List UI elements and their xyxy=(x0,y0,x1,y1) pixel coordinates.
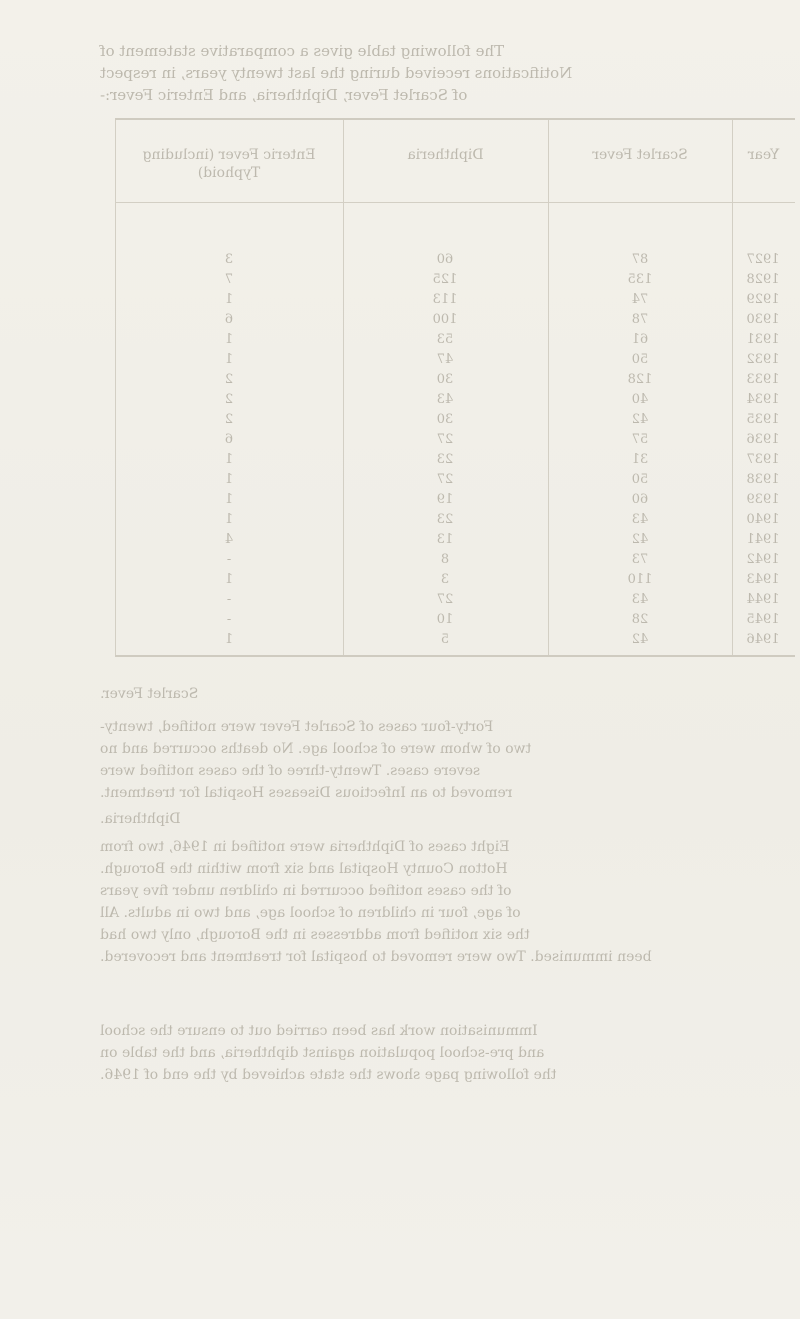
table-cell-diphtheria: 10 xyxy=(436,612,454,627)
table-cell-diphtheria: 13 xyxy=(436,532,454,547)
table-cell-diphtheria: 5 xyxy=(440,632,450,647)
table-cell-diphtheria: 47 xyxy=(436,352,454,367)
table-cell-scarlet-fever: 87 xyxy=(631,252,649,267)
table-cell-diphtheria: 8 xyxy=(440,552,450,567)
table-cell-enteric-fever: 1 xyxy=(224,292,234,307)
table-cell-diphtheria: 100 xyxy=(432,312,458,327)
table-cell-enteric-fever: 1 xyxy=(224,332,234,347)
diphtheria-title: Diphtheria. xyxy=(100,811,181,827)
diphtheria-paragraph: Eight cases of Diphtheria were notified in 1946, two from Hotton County Hospital and six from within the Borough. of the cases notified occurred in children under five years of age, four in children of school age, and two in adults. All the six notified from addresses in the Borough, only two had been immunised. Two were removed to hospital for treatment and recovered. xyxy=(100,839,652,965)
table-cell-enteric-fever: 6 xyxy=(224,312,234,327)
table-cell-scarlet-fever: 42 xyxy=(631,412,649,427)
table-cell-enteric-fever: 7 xyxy=(224,272,234,287)
column-header-scarlet: Scarlet Fever xyxy=(592,147,688,163)
table-cell-year: 1935 xyxy=(746,412,780,427)
table-cell-scarlet-fever: 60 xyxy=(631,492,649,507)
heading xyxy=(100,40,790,106)
table-cell-year: 1937 xyxy=(746,452,780,467)
table-cell-enteric-fever: 1 xyxy=(224,492,234,507)
table-cell-diphtheria: 60 xyxy=(436,252,454,267)
column-header-year: Year xyxy=(747,147,780,163)
table-cell-year: 1940 xyxy=(746,512,780,527)
table-cell-scarlet-fever: 135 xyxy=(627,272,653,287)
table-cell-scarlet-fever: 40 xyxy=(631,392,649,407)
table-cell-diphtheria: 23 xyxy=(436,512,454,527)
table-cell-year: 1933 xyxy=(746,372,780,387)
table-cell-year: 1941 xyxy=(746,532,780,547)
table-cell-scarlet-fever: 28 xyxy=(631,612,649,627)
table-cell-scarlet-fever: 110 xyxy=(627,572,653,587)
table-cell-scarlet-fever: 73 xyxy=(631,552,649,567)
table-cell-diphtheria: 27 xyxy=(436,592,454,607)
table-cell-enteric-fever: 1 xyxy=(224,632,234,647)
table-cell-year: 1929 xyxy=(746,292,780,307)
table-cell-enteric-fever: 4 xyxy=(224,532,234,547)
table-cell-diphtheria: 3 xyxy=(440,572,450,587)
table-cell-diphtheria: 43 xyxy=(436,392,454,407)
table-cell-diphtheria: 125 xyxy=(432,272,458,287)
table-cell-year: 1930 xyxy=(746,312,780,327)
table-cell-year: 1945 xyxy=(746,612,780,627)
table-cell-enteric-fever: 1 xyxy=(224,352,234,367)
table-cell-scarlet-fever: 50 xyxy=(631,472,649,487)
table-cell-enteric-fever: - xyxy=(226,592,232,607)
table-cell-year: 1931 xyxy=(746,332,780,347)
table-cell-diphtheria: 30 xyxy=(436,412,454,427)
column-header-diphtheria: Diphtheria xyxy=(407,147,484,163)
table-cell-enteric-fever: 2 xyxy=(224,392,234,407)
table-cell-enteric-fever: 3 xyxy=(224,252,234,267)
column-header-enteric: Enteric Fever (including Typhoid) xyxy=(142,147,316,181)
table-cell-diphtheria: 53 xyxy=(436,332,454,347)
table-cell-diphtheria: 30 xyxy=(436,372,454,387)
table-cell-enteric-fever: 6 xyxy=(224,432,234,447)
heading-line: The following table gives a comparative statement of xyxy=(100,42,505,60)
table-cell-diphtheria: 27 xyxy=(436,432,454,447)
table-cell-enteric-fever: 1 xyxy=(224,452,234,467)
scarlet-fever-title: Scarlet Fever. xyxy=(100,686,199,702)
table-cell-enteric-fever: - xyxy=(226,612,232,627)
table-cell-scarlet-fever: 57 xyxy=(631,432,649,447)
table-cell-year: 1934 xyxy=(746,392,780,407)
table-cell-enteric-fever: 1 xyxy=(224,512,234,527)
table-cell-year: 1936 xyxy=(746,432,780,447)
table-cell-year: 1939 xyxy=(746,492,780,507)
table-cell-diphtheria: 27 xyxy=(436,472,454,487)
table-cell-year: 1932 xyxy=(746,352,780,367)
heading-line: Notifications received during the last twenty years, in respect xyxy=(100,64,573,82)
table-cell-diphtheria: 23 xyxy=(436,452,454,467)
table-cell-scarlet-fever: 128 xyxy=(627,372,653,387)
heading-line: of Scarlet Fever, Diphtheria, and Enteric Fever:- xyxy=(100,86,468,104)
table-cell-year: 1928 xyxy=(746,272,780,287)
table-cell-scarlet-fever: 42 xyxy=(631,632,649,647)
table-cell-year: 1943 xyxy=(746,572,780,587)
table-cell-enteric-fever: 1 xyxy=(224,472,234,487)
table-cell-enteric-fever: 2 xyxy=(224,372,234,387)
table-cell-scarlet-fever: 42 xyxy=(631,532,649,547)
table-cell-scarlet-fever: 31 xyxy=(631,452,649,467)
table-cell-diphtheria: 19 xyxy=(436,492,454,507)
table-cell-year: 1944 xyxy=(746,592,780,607)
notifications-table xyxy=(115,118,795,657)
table-cell-scarlet-fever: 74 xyxy=(631,292,649,307)
table-cell-scarlet-fever: 43 xyxy=(631,512,649,527)
table-cell-enteric-fever: - xyxy=(226,552,232,567)
table-cell-year: 1927 xyxy=(746,252,780,267)
table-cell-enteric-fever: 1 xyxy=(224,572,234,587)
table-cell-scarlet-fever: 50 xyxy=(631,352,649,367)
table-cell-year: 1942 xyxy=(746,552,780,567)
table-cell-scarlet-fever: 78 xyxy=(631,312,649,327)
table-cell-year: 1946 xyxy=(746,632,780,647)
table-cell-scarlet-fever: 61 xyxy=(631,332,649,347)
scarlet-fever-paragraph: Forty-four cases of Scarlet Fever were notified, twenty- two of whom were of school age. No deaths occurred and no severe cases. Twenty-three of the cases notified were removed to an Infectious Diseases Hospital for treatment. xyxy=(100,719,532,801)
table-cell-year: 1938 xyxy=(746,472,780,487)
closing-paragraph: Immunisation work has been carried out to ensure the school and pre-school population against diphtheria, and the table on the following page shows the state achieved by the end of 1946. xyxy=(100,1023,557,1083)
table-cell-enteric-fever: 2 xyxy=(224,412,234,427)
table-cell-diphtheria: 113 xyxy=(432,292,458,307)
table-cell-scarlet-fever: 43 xyxy=(631,592,649,607)
